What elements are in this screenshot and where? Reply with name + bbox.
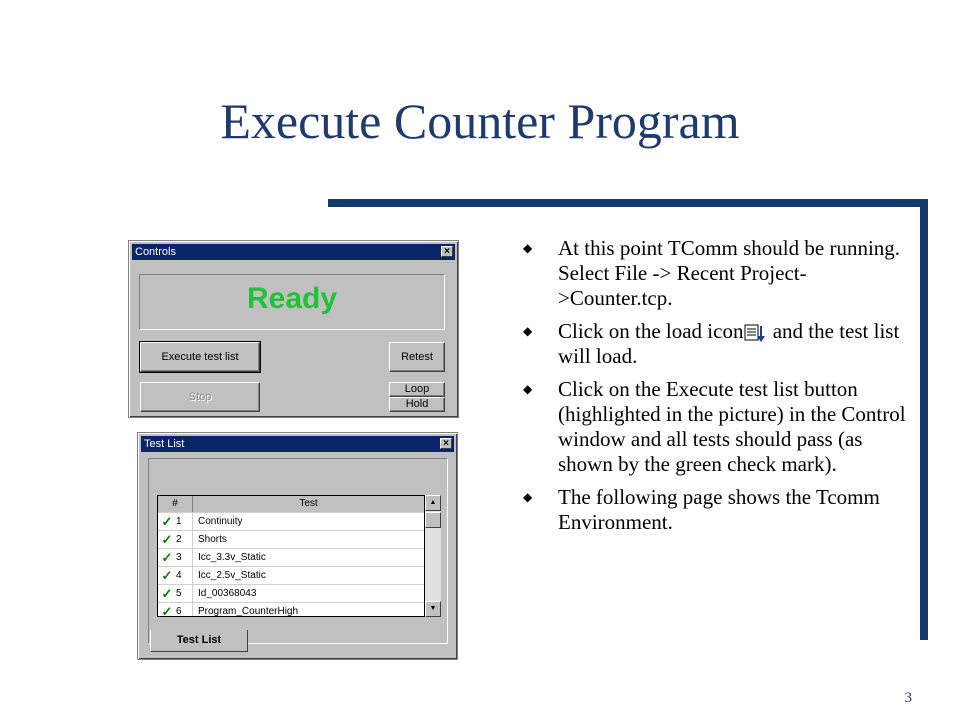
test-name: Id_00368043 (198, 588, 257, 599)
slide-title: Execute Counter Program (220, 93, 740, 149)
bullet-item (523, 319, 918, 369)
diamond-bullet-icon: ◆ (523, 324, 533, 338)
grid-header (158, 496, 424, 512)
controls-window (128, 240, 459, 418)
test-name: Shorts (198, 534, 227, 545)
check-icon: ✓ (161, 514, 173, 529)
diamond-bullet-icon: ◆ (523, 382, 533, 396)
page-number: 3 (904, 690, 912, 706)
stop-button[interactable]: Stop (140, 382, 260, 412)
hold-button[interactable]: Hold (389, 397, 445, 412)
table-row[interactable] (158, 602, 424, 617)
tab-test-list[interactable]: Test List (150, 630, 248, 652)
close-icon[interactable]: × (440, 438, 452, 449)
row-number: 5 (176, 588, 182, 599)
test-name: Program_CounterHigh (198, 606, 299, 617)
diamond-bullet-icon: ◆ (523, 241, 533, 255)
scroll-thumb[interactable] (425, 512, 441, 528)
column-header-num[interactable]: # (158, 496, 193, 512)
row-num-cell (158, 531, 193, 548)
bullet-text: At this point TComm should be running. Select File -> Recent Project->Counter.tcp. (558, 236, 901, 310)
bullet-text-before: Click on the load icon (558, 319, 744, 343)
bullet-text: Click on the Execute test list button (highlighted in the picture) in the Control window and all tests should pass (as shown by the green check mark). (558, 377, 906, 476)
test-name: Icc_2.5v_Static (198, 570, 266, 581)
table-row[interactable] (158, 548, 424, 566)
test-list-panel (148, 458, 448, 644)
bullet-item (523, 377, 918, 477)
check-icon: ✓ (161, 532, 173, 547)
loop-button[interactable]: Loop (389, 382, 445, 397)
row-number: 4 (176, 570, 182, 581)
vertical-scrollbar[interactable] (425, 495, 441, 617)
frame-top-bar (328, 199, 928, 207)
bullet-item (523, 485, 918, 535)
scroll-down-icon[interactable]: ▼ (425, 601, 441, 617)
load-icon (744, 323, 766, 343)
status-panel (139, 274, 445, 330)
row-number: 2 (176, 534, 182, 545)
controls-title: Controls (135, 246, 176, 258)
check-icon: ✓ (161, 604, 173, 617)
test-grid (157, 495, 425, 617)
row-num-cell (158, 585, 193, 602)
table-row[interactable] (158, 512, 424, 530)
diamond-bullet-icon: ◆ (523, 490, 533, 504)
row-num-cell (158, 513, 193, 530)
table-row[interactable] (158, 584, 424, 602)
bullet-text-after: and the test list will load. (558, 319, 900, 368)
bullet-list (523, 236, 918, 543)
bullet-item (523, 236, 918, 311)
table-row[interactable] (158, 530, 424, 548)
check-icon: ✓ (161, 568, 173, 583)
scroll-up-icon[interactable]: ▲ (425, 495, 441, 511)
row-num-cell (158, 603, 193, 617)
check-icon: ✓ (161, 586, 173, 601)
row-number: 3 (176, 552, 182, 563)
frame-right-bar (920, 199, 928, 640)
test-list-window (137, 432, 458, 660)
controls-titlebar[interactable] (132, 244, 455, 260)
bullet-text: The following page shows the Tcomm Environment. (558, 485, 880, 534)
test-list-titlebar[interactable] (141, 436, 454, 452)
row-number: 6 (176, 606, 182, 617)
table-row[interactable] (158, 566, 424, 584)
row-number: 1 (176, 516, 182, 527)
close-icon[interactable]: × (441, 246, 453, 257)
status-text: Ready (246, 282, 338, 315)
execute-test-list-button[interactable]: Execute test list (140, 342, 260, 372)
row-num-cell (158, 549, 193, 566)
test-name: Continuity (198, 516, 243, 527)
test-name: Icc_3.3v_Static (198, 552, 266, 563)
column-header-test[interactable]: Test (299, 498, 318, 509)
row-num-cell (158, 567, 193, 584)
retest-button[interactable]: Retest (389, 342, 445, 372)
check-icon: ✓ (161, 550, 173, 565)
test-list-title: Test List (144, 438, 185, 450)
